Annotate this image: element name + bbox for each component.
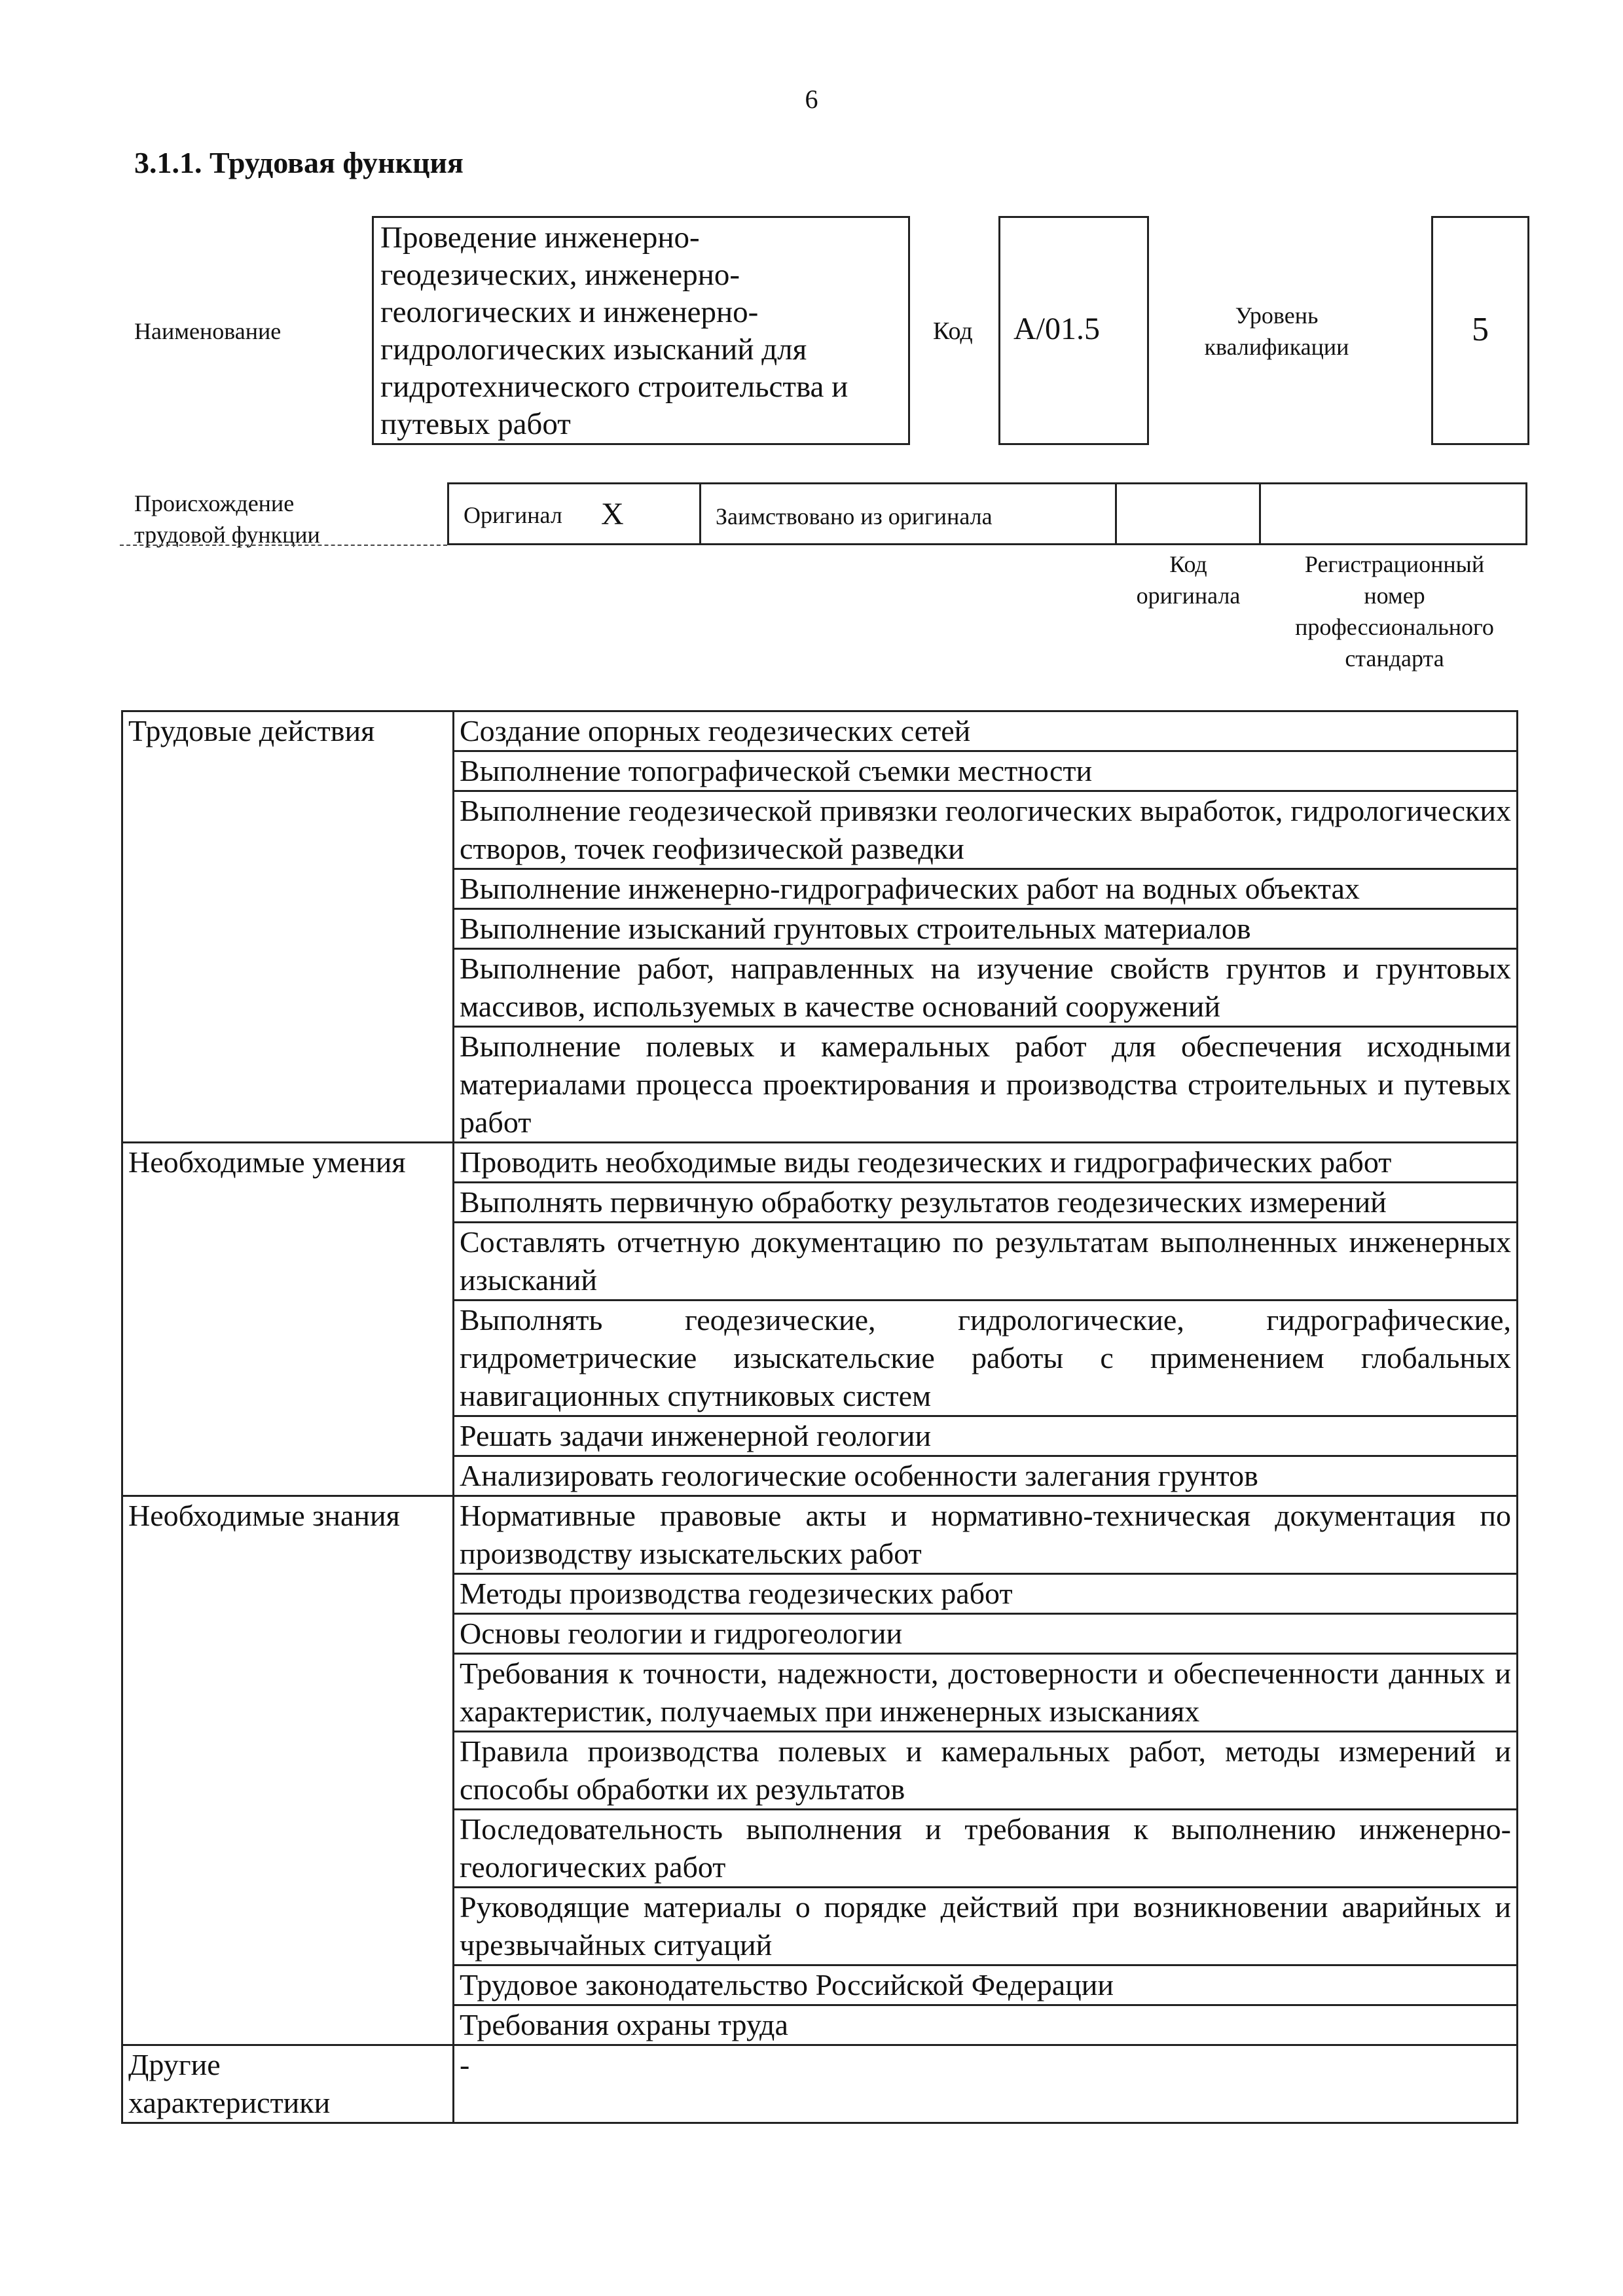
qualification-level-value: 5 xyxy=(1472,311,1489,348)
table-cell: Трудовое законодательство Российской Федерации xyxy=(454,1965,1518,2005)
table-row xyxy=(122,2045,1518,2123)
caption-line: профессионального xyxy=(1295,614,1494,640)
caption-line: стандарта xyxy=(1345,645,1444,672)
table-cell: Создание опорных геодезических сетей xyxy=(454,711,1518,751)
code-value: А/01.5 xyxy=(1013,312,1100,346)
table-cell: Выполнение инженерно-гидрографических работ на водных объектах xyxy=(454,869,1518,909)
table-cell: Выполнение работ, направленных на изучение свойств грунтов и грунтовых массивов, используемых в качестве оснований сооружений xyxy=(454,949,1518,1027)
page-number: 6 xyxy=(805,84,818,114)
table-cell: Выполнение топографической съемки местности xyxy=(454,751,1518,791)
function-details-table xyxy=(121,710,1518,2124)
other-title-cell xyxy=(122,2045,454,2123)
table-cell: Выполнять геодезические, гидрологические, гидрографические, гидрометрические изыскательские работы с применением глобальных навигационных спутниковых систем xyxy=(454,1300,1518,1416)
table-row xyxy=(122,711,1518,751)
origin-underline xyxy=(120,545,447,546)
table-cell: Выполнение геодезической привязки геологических выработок, гидрологических створов, точек геофизической разведки xyxy=(454,791,1518,869)
function-name-line: геологических и инженерно- xyxy=(380,295,759,329)
section-title: 3.1.1. Трудовая функция xyxy=(134,146,464,179)
table-cell: Нормативные правовые акты и нормативно-техническая документация по производству изыскательских работ xyxy=(454,1496,1518,1574)
function-name-line: гидрологических изысканий для xyxy=(380,332,807,367)
reg-number-caption xyxy=(1267,548,1522,674)
table-row xyxy=(122,1143,1518,1183)
table-cell: Требования охраны труда xyxy=(454,2005,1518,2045)
reg-number-cell xyxy=(1261,484,1525,543)
table-cell: Выполнение полевых и камеральных работ для обеспечения исходными материалами процесса проектирования и производства строительных и путевых работ xyxy=(454,1027,1518,1143)
table-cell: Требования к точности, надежности, достоверности и обеспеченности данных и характеристик, получаемых при инженерных изысканиях xyxy=(454,1654,1518,1732)
code-label: Код xyxy=(933,317,973,345)
table-cell: Методы производства геодезических работ xyxy=(454,1574,1518,1614)
table-cell: Последовательность выполнения и требования к выполнению инженерно-геологических работ xyxy=(454,1810,1518,1888)
borrowed-label: Заимствовано из оригинала xyxy=(716,503,993,529)
section-title-cell: Трудовые действия xyxy=(122,711,454,1143)
caption-line: оригинала xyxy=(1136,583,1241,609)
table-cell: Выполнение изысканий грунтовых строительных материалов xyxy=(454,909,1518,949)
original-mark: X xyxy=(601,497,624,531)
function-name-line: гидротехнического строительства и xyxy=(380,370,848,404)
table-cell: Составлять отчетную документацию по результатам выполненных инженерных изысканий xyxy=(454,1223,1518,1300)
table-cell: Выполнять первичную обработку результатов геодезических измерений xyxy=(454,1183,1518,1223)
caption-line: Код xyxy=(1169,551,1207,577)
table-cell: Проводить необходимые виды геодезических и гидрографических работ xyxy=(454,1143,1518,1183)
table-cell: Руководящие материалы о порядке действий при возникновении аварийных и чрезвычайных ситуаций xyxy=(454,1888,1518,1965)
origin-label-line: Происхождение xyxy=(134,490,295,516)
table-cell: Основы геологии и гидрогеологии xyxy=(454,1614,1518,1654)
qualification-level-label-line: Уровень xyxy=(1235,302,1319,329)
borrowed-cell xyxy=(701,484,1117,543)
table-cell: Анализировать геологические особенности залегания грунтов xyxy=(454,1456,1518,1496)
table-row xyxy=(122,1496,1518,1574)
table-cell: Решать задачи инженерной геологии xyxy=(454,1416,1518,1456)
other-title-line: Другие xyxy=(128,2048,221,2081)
origin-label-line: трудовой функции xyxy=(134,522,320,548)
original-code-caption xyxy=(1113,548,1264,611)
other-value-cell: - xyxy=(454,2045,1518,2123)
function-name-line: путевых работ xyxy=(380,407,571,441)
function-name-box xyxy=(372,216,910,445)
qualification-level-label-line: квалификации xyxy=(1204,334,1349,360)
other-title-line: характеристики xyxy=(128,2086,331,2119)
original-cell xyxy=(449,484,701,543)
original-label: Оригинал xyxy=(464,502,562,528)
origin-table xyxy=(447,482,1527,545)
section-title-cell: Необходимые знания xyxy=(122,1496,454,2045)
original-code-cell xyxy=(1117,484,1261,543)
function-name-line: Проведение инженерно- xyxy=(380,221,700,255)
origin-label xyxy=(134,488,320,550)
function-name-line: геодезических, инженерно- xyxy=(380,258,740,292)
qualification-level-label xyxy=(1182,300,1372,363)
table-cell: Правила производства полевых и камеральных работ, методы измерений и способы обработки их результатов xyxy=(454,1732,1518,1810)
name-label: Наименование xyxy=(134,318,282,344)
caption-line: Регистрационный xyxy=(1304,551,1485,577)
section-title-cell: Необходимые умения xyxy=(122,1143,454,1496)
caption-line: номер xyxy=(1364,583,1425,609)
